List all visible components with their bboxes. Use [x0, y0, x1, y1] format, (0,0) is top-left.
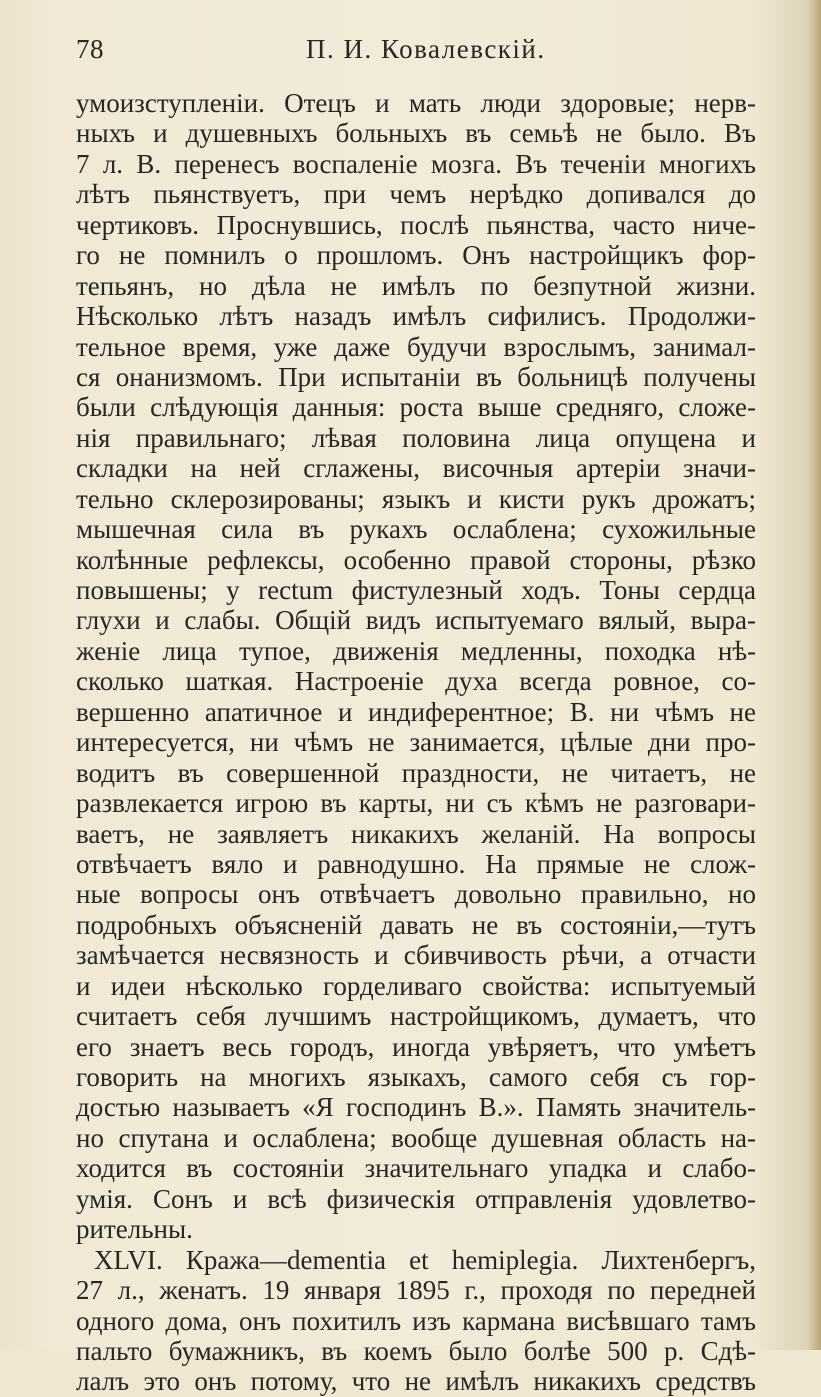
text-line: лалъ это онъ потому, что не имѣлъ никакихъ средствъ	[76, 1366, 756, 1397]
text-line: вершенно апатичное и индиферентное; В. ни чѣмъ не	[76, 696, 756, 727]
text-line: тельное время, уже даже будучи взрослымъ, занимал-	[76, 331, 756, 362]
text-line: достью называетъ «Я господинъ В.». Память значитель-	[76, 1092, 756, 1123]
text-line: Нѣсколько лѣтъ назадъ имѣлъ сифилисъ. Продолжи-	[76, 301, 756, 332]
text-line: ваетъ, не заявляетъ никакихъ желаній. На вопросы	[76, 818, 756, 849]
text-line: 27 л., женатъ. 19 января 1895 г., проходя по передней	[76, 1275, 756, 1306]
text-line: и идеи нѣсколько горделиваго свойства: испытуемый	[76, 970, 756, 1001]
text-line: но спутана и ослаблена; вообще душевная область на-	[76, 1122, 756, 1153]
text-line: сколько шаткая. Настроеніе духа всегда ровное, со-	[76, 666, 756, 697]
text-line: складки на ней сглажены, височныя артеріи значи-	[76, 453, 756, 484]
text-line: рительны.	[76, 1214, 193, 1245]
text-line: замѣчается несвязность и сбивчивость рѣчи, а отчасти	[76, 940, 756, 971]
text-line: ходится въ состояніи значительнаго упадка и слабо-	[76, 1153, 756, 1184]
text-line: развлекается игрою въ карты, ни съ кѣмъ не разговари-	[76, 788, 756, 819]
text-line: мышечная сила въ рукахъ ослаблена; сухожильные	[76, 514, 756, 545]
text-line: говорить на многихъ языкахъ, самого себя съ гор-	[76, 1062, 756, 1092]
page-number: 78	[76, 34, 104, 64]
text-line: колѣнные рефлексы, особенно правой стороны, рѣзко	[76, 544, 756, 575]
text-line: были слѣдующія данныя: роста выше средняго, сложе-	[76, 392, 756, 423]
text-line: интересуется, ни чѣмъ не занимается, цѣлые дни про-	[76, 727, 756, 758]
page-header	[76, 30, 756, 70]
text-line: отвѣчаетъ вяло и равнодушно. На прямые не слож-	[76, 848, 756, 879]
text-line: чертиковъ. Проснувшись, послѣ пьянства, часто ниче-	[76, 209, 756, 240]
text-line: считаетъ себя лучшимъ настройщикомъ, думаетъ, что	[76, 1001, 756, 1032]
text-line: тепьянъ, но дѣла не имѣлъ по безпутной жизни.	[76, 270, 756, 301]
text-line: лѣтъ пьянствуетъ, при чемъ нерѣдко допивался до	[76, 179, 756, 210]
text-line: повышены; у rectum фистулезный ходъ. Тоны сердца	[76, 575, 756, 605]
text-line: ся онанизмомъ. При испытаніи въ больницѣ получены	[76, 361, 756, 392]
text-line: 7 л. В. перенесъ воспаленіе мозга. Въ теченіи многихъ	[76, 148, 756, 179]
page-edge	[807, 0, 821, 1350]
text-line: ные вопросы онъ отвѣчаетъ довольно правильно, но	[76, 879, 756, 910]
section-heading-line: XLVI. Кража—dementia et hemiplegia. Лихтенбергъ,	[94, 1244, 756, 1275]
text-line: ныхъ и душевныхъ больныхъ въ семьѣ не было. Въ	[76, 118, 756, 149]
text-line: глухи и слабы. Общій видъ испытуемаго вялый, выра-	[76, 605, 756, 636]
text-line: водитъ въ совершенной праздности, не читаетъ, не	[76, 757, 756, 788]
text-line: подробныхъ объясненій давать не въ состояніи,—тутъ	[76, 909, 756, 940]
text-line: женіе лица тупое, движенія медленны, походка нѣ-	[76, 635, 756, 666]
body-text	[76, 88, 756, 1397]
text-line: его знаетъ весь городъ, иногда увѣряетъ, что умѣетъ	[76, 1031, 756, 1062]
text-line: пальто бумажникъ, въ коемъ было болѣе 500 р. Сдѣ-	[76, 1335, 756, 1366]
text-line: умія. Сонъ и всѣ физическія отправленія удовлетво-	[76, 1183, 756, 1214]
text-line: нія правильнаго; лѣвая половина лица опущена и	[76, 422, 756, 453]
text-line: одного дома, онъ похитилъ изъ кармана висѣвшаго тамъ	[76, 1305, 756, 1336]
text-line: тельно склерозированы; языкъ и кисти рукъ дрожатъ;	[76, 483, 756, 514]
text-line: го не помнилъ о прошломъ. Онъ настройщикъ фор-	[76, 240, 756, 271]
running-head: П. И. Ковалевскій.	[306, 34, 546, 64]
text-line: умоизступленіи. Отецъ и мать люди здоровые; нерв-	[76, 88, 756, 118]
